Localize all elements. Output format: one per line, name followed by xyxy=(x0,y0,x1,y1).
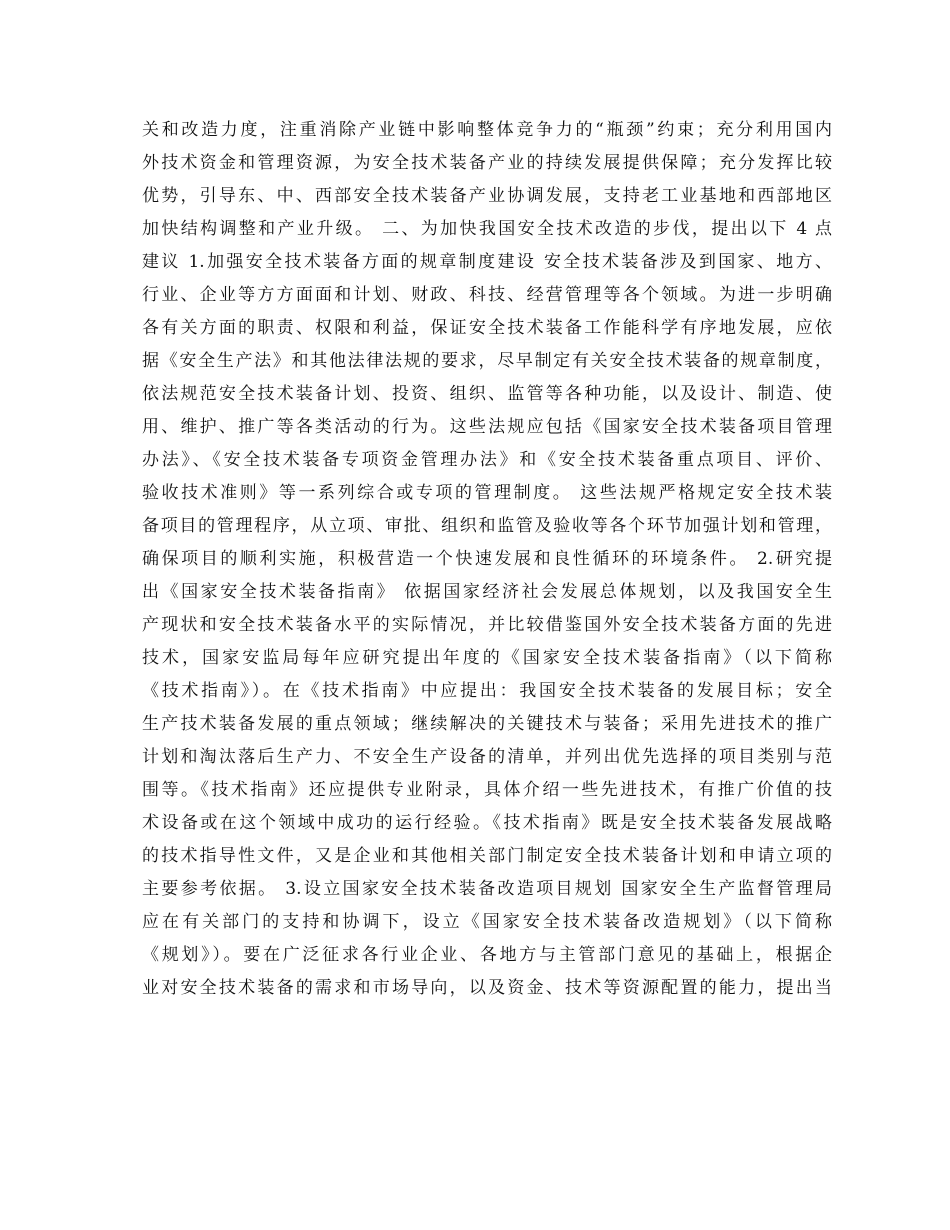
text-line: 据《安全生产法》和其他法律法规的要求，尽早制定有关安全技术装备的规章制度， xyxy=(142,351,832,371)
text-line: 加快结构调整和产业升级。 二、为加快我国安全技术改造的步伐，提出以下 4 点 xyxy=(142,219,832,239)
text-line: 的技术指导性文件，又是企业和其他相关部门制定安全技术装备计划和申请立项的 xyxy=(142,846,832,866)
text-line: 主要参考依据。 3.设立国家安全技术装备改造项目规划 国家安全生产监督管理局 xyxy=(142,879,832,899)
text-line: 计划和淘汰落后生产力、不安全生产设备的清单，并列出优先选择的项目类别与范 xyxy=(142,747,832,767)
text-line: 依法规范安全技术装备计划、投资、组织、监管等各种功能，以及设计、制造、使 xyxy=(142,384,832,404)
text-line: 技术，国家安监局每年应研究提出年度的《国家安全技术装备指南》（以下简称 xyxy=(142,648,832,668)
text-line: 外技术资金和管理资源，为安全技术装备产业的持续发展提供保障；充分发挥比较 xyxy=(142,153,832,173)
text-line: 生产技术装备发展的重点领域；继续解决的关键技术与装备；采用先进技术的推广 xyxy=(142,714,832,734)
body-text xyxy=(142,114,832,1005)
text-line: 应在有关部门的支持和协调下，设立《国家安全技术装备改造规划》（以下简称 xyxy=(142,912,832,932)
text-line: 业对安全技术装备的需求和市场导向，以及资金、技术等资源配置的能力，提出当 xyxy=(142,978,832,998)
text-line: 建议 1.加强安全技术装备方面的规章制度建设 安全技术装备涉及到国家、地方、 xyxy=(142,252,832,272)
text-line: 各有关方面的职责、权限和利益，保证安全技术装备工作能科学有序地发展，应依 xyxy=(142,318,832,338)
text-line: 验收技术准则》等一系列综合或专项的管理制度。 这些法规严格规定安全技术装 xyxy=(142,483,832,503)
text-line: 《技术指南》）。在《技术指南》中应提出：我国安全技术装备的发展目标；安全 xyxy=(142,681,832,701)
text-line: 办法》、《安全技术装备专项资金管理办法》和《安全技术装备重点项目、评价、 xyxy=(142,450,832,470)
text-line: 用、维护、推广等各类活动的行为。这些法规应包括《国家安全技术装备项目管理 xyxy=(142,417,832,437)
text-line: 出《国家安全技术装备指南》 依据国家经济社会发展总体规划，以及我国安全生 xyxy=(142,582,832,602)
text-line: 产现状和安全技术装备水平的实际情况，并比较借鉴国外安全技术装备方面的先进 xyxy=(142,615,832,635)
text-line: 术设备或在这个领域中成功的运行经验。《技术指南》既是安全技术装备发展战略 xyxy=(142,813,832,833)
text-line: 备项目的管理程序，从立项、审批、组织和监管及验收等各个环节加强计划和管理， xyxy=(142,516,832,536)
text-line: 关和改造力度，注重消除产业链中影响整体竞争力的“瓶颈”约束；充分利用国内 xyxy=(142,120,832,140)
text-line: 确保项目的顺利实施，积极营造一个快速发展和良性循环的环境条件。 2.研究提 xyxy=(142,549,832,569)
text-line: 优势，引导东、中、西部安全技术装备产业协调发展，支持老工业基地和西部地区 xyxy=(142,186,832,206)
text-line: 围等。《技术指南》还应提供专业附录，具体介绍一些先进技术，有推广价值的技 xyxy=(142,780,832,800)
text-line: 《规划》）。要在广泛征求各行业企业、各地方与主管部门意见的基础上，根据企 xyxy=(142,945,832,965)
text-line: 行业、企业等方方面面和计划、财政、科技、经营管理等各个领域。为进一步明确 xyxy=(142,285,832,305)
